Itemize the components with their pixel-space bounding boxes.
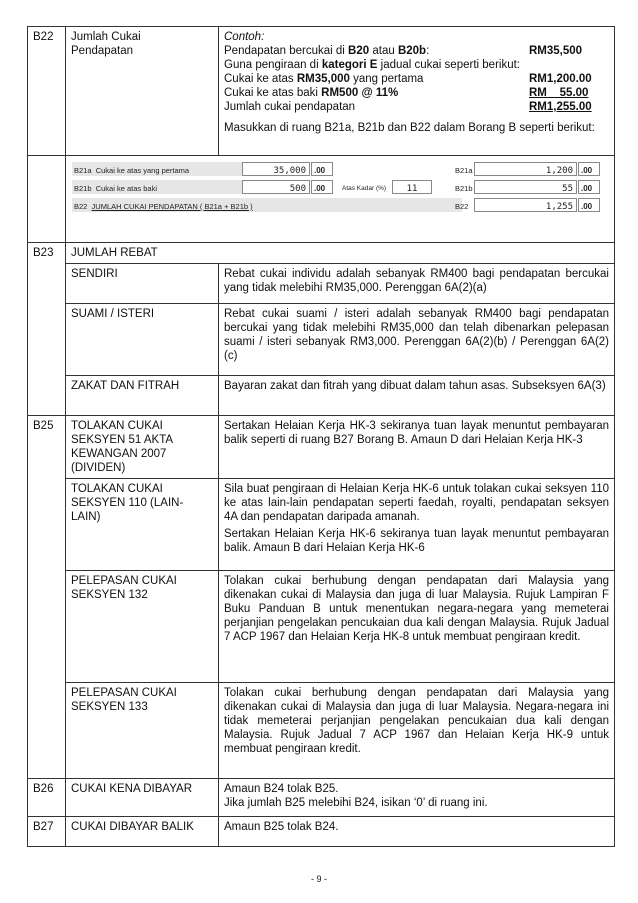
example-line-3: Cukai ke atas RM35,000 yang pertama RM1,200.00 (224, 73, 592, 85)
sub-text: Sila buat pengiraan di Helaian Kerja HK-6 untuk tolakan cukai seksyen 110 ke atas lain-lain pendapatan seperti faedah, royalti, pendapatan seksyen 4A dan pendapatan daripada amanah. Sertakan Helaian Kerja HK-6 sekiranya tuan layak menuntut pembayaran balik. Amaun B dari Helaian Kerja HK-6 (219, 479, 615, 571)
form-r3-code2: B22 (455, 202, 469, 211)
form-r2-value: 500 (242, 180, 310, 194)
document-page (27, 26, 614, 847)
form-r2-label: B21b Cukai ke atas baki (74, 184, 157, 193)
form-r1-label: B21a Cukai ke atas yang pertama (74, 166, 190, 175)
item-title: JUMLAH REBAT (66, 243, 615, 264)
row-b23-header (28, 243, 615, 264)
row-b25-s133 (28, 683, 615, 779)
sub-label: ZAKAT DAN FITRAH (66, 376, 219, 416)
example-line-5: Jumlah cukai pendapatan RM1,255.00 (224, 101, 592, 113)
form-r2-code2: B21b (455, 184, 473, 193)
form-r3-label: B22 JUMLAH CUKAI PENDAPATAN ( B21a + B21b ) (74, 202, 253, 211)
example-title: Contoh: (224, 31, 265, 43)
item-code: B23 (28, 243, 66, 416)
row-b22 (28, 27, 615, 156)
example-note: Masukkan di ruang B21a, B21b dan B22 dalam Borang B seperti berikut: (224, 122, 595, 134)
sub-label: SUAMI / ISTERI (66, 304, 219, 376)
form-excerpt (66, 156, 615, 243)
sub-text: Bayaran zakat dan fitrah yang dibuat dalam tahun asas. Subseksyen 6A(3) (219, 376, 615, 416)
sub-label: SENDIRI (66, 264, 219, 304)
row-b27 (28, 817, 615, 847)
form-r3-cents2: .00 (578, 198, 600, 212)
item-code: B26 (28, 779, 66, 817)
sub-label: TOLAKAN CUKAI SEKSYEN 51 AKTA KEWANGAN 2007 (DIVIDEN) (66, 416, 219, 479)
form-r3-value2: 1,255 (474, 198, 577, 212)
form-r1-value2: 1,200 (474, 162, 577, 176)
row-b25-s110 (28, 479, 615, 571)
item-code: B27 (28, 817, 66, 847)
row-b26 (28, 779, 615, 817)
sub-label: TOLAKAN CUKAI SEKSYEN 110 (LAIN-LAIN) (66, 479, 219, 571)
row-b25-dividen (28, 416, 615, 479)
example-line-1: Pendapatan bercukai di B20 atau B20b: RM35,500 (224, 45, 583, 57)
sub-text: Tolakan cukai berhubung dengan pendapatan dari Malaysia yang dikenakan cukai di Malaysia dan juga di luar Malaysia. Rujuk Lampiran F Buku Panduan B untuk menentukan negara-negara yang memeterai perjanjian pengelakan pencukaian dua kali dengan Malaysia. Rujuk Jadual 7 ACP 1967 dan Helaian Kerja HK-8 untuk membuat pengiraan kredit. (219, 571, 615, 683)
row-b23-sendiri (28, 264, 615, 304)
sub-text: Sertakan Helaian Kerja HK-3 sekiranya tuan layak menuntut pembayaran balik seperti di ruang B27 Borang B. Amaun D dari Helaian Kerja HK-3 (219, 416, 615, 479)
row-b23-zakat (28, 376, 615, 416)
example-line-4: Cukai ke atas baki RM500 @ 11% RM 55.00 (224, 87, 589, 99)
item-text: Amaun B24 tolak B25. Jika jumlah B25 melebihi B24, isikan ‘0’ di ruang ini. (219, 779, 615, 817)
item-text: Amaun B25 tolak B24. (219, 817, 615, 847)
item-code: B25 (28, 416, 66, 779)
sub-text: Rebat cukai individu adalah sebanyak RM400 bagi pendapatan bercukai yang tidak melebihi RM35,000. Perenggan 6A(2)(a) (219, 264, 615, 304)
form-r2-rate-label: Atas Kadar (%) (342, 185, 387, 192)
sub-text: Rebat cukai suami / isteri adalah sebanyak RM400 bagi pendapatan bercukai yang tidak melebihi RM35,000 dan telah dibenarkan pelepasan suami / isteri sebanyak RM3,000. Perenggan 6A(2)(b) / Perenggan 6A(2)(c) (219, 304, 615, 376)
row-b25-s132 (28, 571, 615, 683)
form-r1-code2: B21a (455, 166, 473, 175)
form-r1-value: 35,000 (242, 162, 310, 176)
form-r2-value2: 55 (474, 180, 577, 194)
sub-label: PELEPASAN CUKAI SEKSYEN 133 (66, 683, 219, 779)
item-label: Jumlah Cukai Pendapatan (66, 27, 219, 156)
item-label: CUKAI KENA DIBAYAR (66, 779, 219, 817)
sub-text: Tolakan cukai berhubung dengan pendapatan dari Malaysia yang dikenakan cukai di Malaysia dan juga di luar Malaysia. Negara-negara ini tidak memeterai perjanjian pengelakan pencukaian dua kali dengan Malaysia. Rujuk Jadual 7 ACP 1967 dan Helaian Kerja HK-9 untuk membuat pengiraan kredit. (219, 683, 615, 779)
row-form-image (28, 156, 615, 243)
row-b23-suami (28, 304, 615, 376)
guide-table (27, 26, 615, 847)
form-r1-cents: .00 (311, 162, 333, 176)
form-r1-cents2: .00 (578, 162, 600, 176)
item-code: B22 (28, 27, 66, 156)
form-r2-cents2: .00 (578, 180, 600, 194)
item-label: CUKAI DIBAYAR BALIK (66, 817, 219, 847)
page-number: - 9 - (310, 874, 327, 884)
example-cell (219, 27, 615, 156)
example-line-2: Guna pengiraan di kategori E jadual cukai seperti berikut: (224, 59, 520, 71)
sub-label: PELEPASAN CUKAI SEKSYEN 132 (66, 571, 219, 683)
form-r2-cents: .00 (311, 180, 333, 194)
form-r2-rate: 11 (392, 180, 432, 194)
